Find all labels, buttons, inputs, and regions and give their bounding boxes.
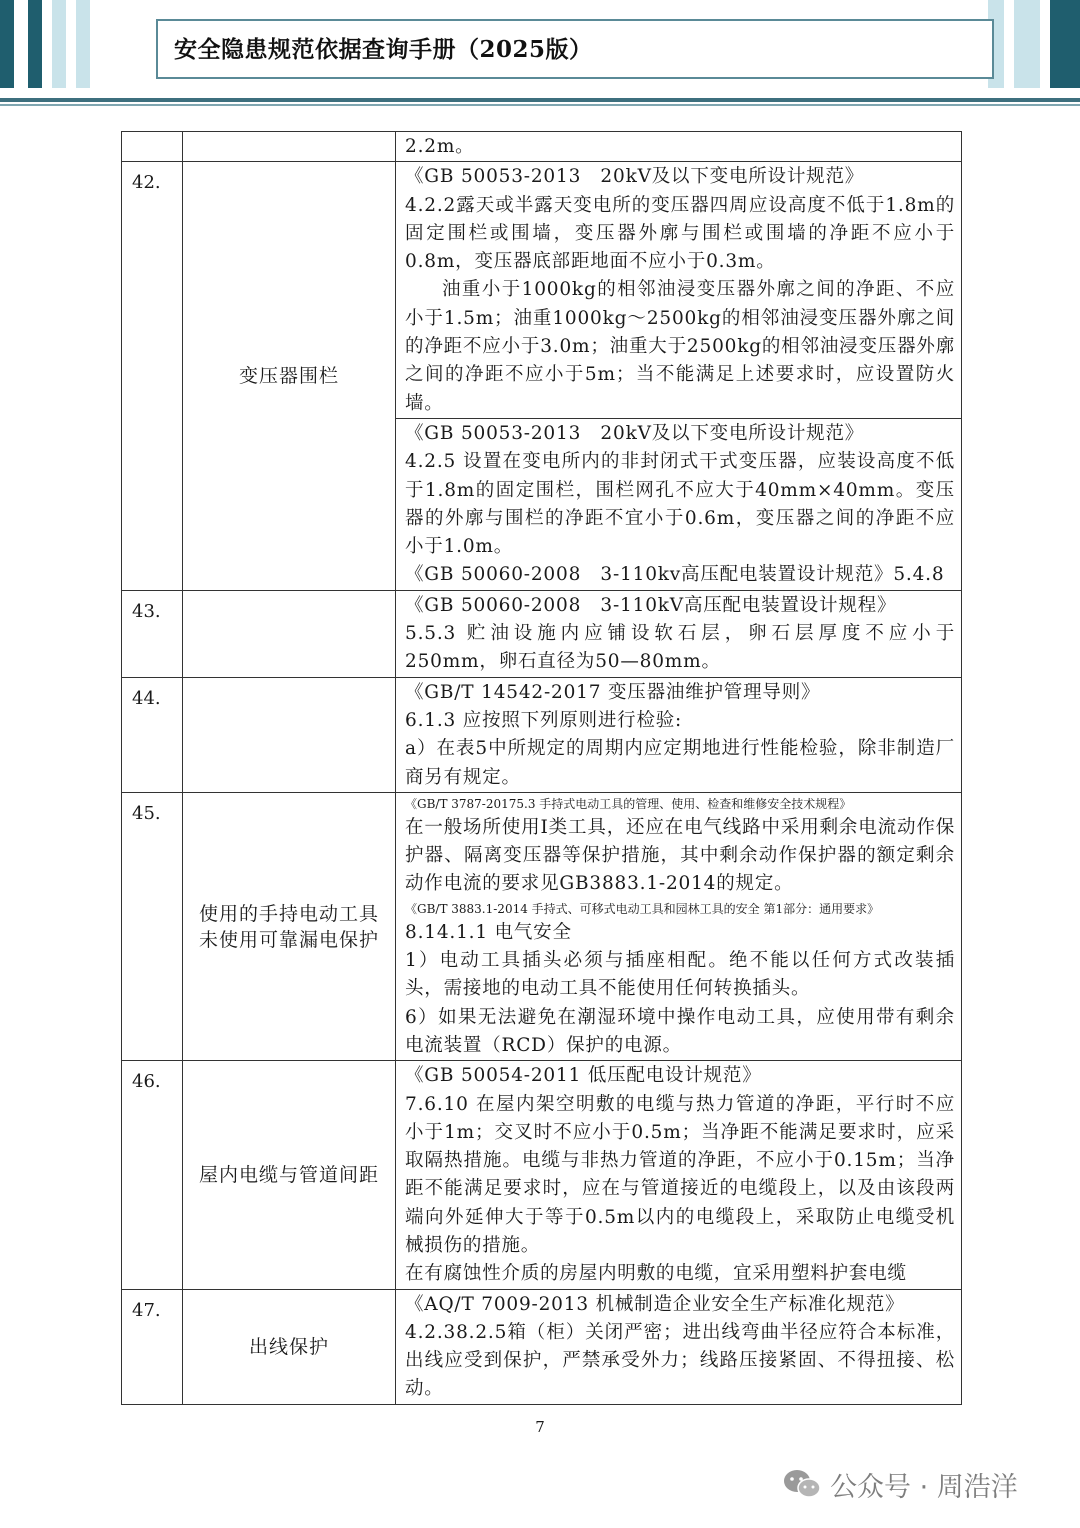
header-rule <box>0 98 1080 102</box>
text-line: 4.2.2露天或半露天变电所的变压器四周应设高度不低于1.8m的固定围栏或围墙，变压器外廓与围栏或围墙的净距不应小于0.8m，变压器底部距地面不应小于0.3m。 <box>405 194 955 273</box>
header-stripe <box>76 0 90 88</box>
header-stripe <box>1014 0 1040 88</box>
watermark-text: 公众号 · 周浩洋 <box>830 1471 1018 1503</box>
table-row <box>122 1289 962 1404</box>
text-line: 在有腐蚀性介质的房屋内明敷的电缆，宜采用塑料护套电缆 <box>405 1263 907 1285</box>
regulation-title: 《GB 50053-2013 20kV及以下变电所设计规范》 <box>405 166 865 188</box>
regulation-title: 《GB/T 3883.1-2014 手持式、可移式电动工具和园林工具的安全 第1部分：通用要求》 <box>405 901 880 916</box>
text-line: 1）电动工具插头必须与插座相配。绝不能以任何方式改装插头，需接地的电动工具不能使用任何转换插头。 <box>405 950 955 1000</box>
table-row <box>122 677 962 792</box>
regulation-text <box>396 1061 962 1289</box>
item-name: 出线保护 <box>183 1289 396 1404</box>
regulation-text <box>396 590 962 677</box>
header-stripe <box>0 0 14 88</box>
header-stripe <box>28 0 42 88</box>
regulation-text <box>396 1289 962 1404</box>
text-line: 5.5.3 贮油设施内应铺设软石层，卵石层厚度不应小于250mm，卵石直径为50—80mm。 <box>405 623 955 673</box>
regulation-text <box>396 677 962 792</box>
text-line: 2.2m。 <box>405 136 475 157</box>
item-name: 变压器围栏 <box>183 162 396 590</box>
row-number: 47. <box>122 1289 183 1404</box>
regulation-title: 《GB 50053-2013 20kV及以下变电所设计规范》 <box>405 422 865 444</box>
row-number: 46. <box>122 1061 183 1289</box>
regulation-text <box>396 418 962 590</box>
table-row <box>122 132 962 162</box>
row-number: 44. <box>122 677 183 792</box>
text-line: 8.14.1.1 电气安全 <box>405 921 572 943</box>
regulation-text <box>396 792 962 1060</box>
header-rule <box>0 104 1080 106</box>
regulation-title: 《GB 50054-2011 低压配电设计规范》 <box>405 1065 762 1087</box>
item-name <box>183 132 396 162</box>
text-line: 4.2.38.2.5箱（柜）关闭严密；进出线弯曲半径应符合本标准，出线应受到保护，严禁承受外力；线路压接紧固、不得扭接、松动。 <box>405 1321 955 1400</box>
row-number: 42. <box>122 162 183 590</box>
regulation-text <box>396 162 962 419</box>
row-number: 45. <box>122 792 183 1060</box>
text-line: 4.2.5 设置在变电所内的非封闭式干式变压器，应装设高度不低于1.8m的固定围栏，围栏网孔不应大于40mm×40mm。变压器的外廓与围栏的净距不宜小于0.6m，变压器之间的净距不应小于1.0m。 <box>405 451 955 558</box>
row-number: 43. <box>122 590 183 677</box>
regulation-text <box>396 132 962 162</box>
regulation-title: 《GB/T 3787-20175.3 手持式电动工具的管理、使用、检查和维修安全技术规程》 <box>405 796 852 811</box>
item-name: 屋内电缆与管道间距 <box>183 1061 396 1289</box>
table-row <box>122 1061 962 1289</box>
item-name <box>183 590 396 677</box>
title-box <box>156 19 994 79</box>
text-line: 油重小于1000kg的相邻油浸变压器外廓之间的净距、不应小于1.5m；油重1000kg～2500kg的相邻油浸变压器外廓之间的净距不应小于3.0m；油重大于2500kg的相邻油浸变压器外廓之间的净距不应小于5m；当不能满足上述要求时，应设置防火墙。 <box>405 279 955 414</box>
page-number: 7 <box>535 1418 545 1436</box>
table-row <box>122 590 962 677</box>
watermark <box>782 1464 1052 1504</box>
table-row <box>122 162 962 419</box>
wechat-icon <box>782 1467 822 1501</box>
text-line: 6）如果无法避免在潮湿环境中操作电动工具，应使用带有剩余电流装置（RCD）保护的电源。 <box>405 1006 955 1056</box>
text-line: 7.6.10 在屋内架空明敷的电缆与热力管道的净距，平行时不应小于1m；交叉时不应小于0.5m；当净距不能满足要求时，应采取隔热措施。电缆与非热力管道的净距，不应小于0.15m；当净距不能满足要求时，应在与管道接近的电缆段上，以及由该段两端向外延伸大于等于0.5m以内的电缆段上，采取防止电缆受机械损伤的措施。 <box>405 1093 955 1256</box>
item-name <box>183 677 396 792</box>
header-stripe <box>52 0 66 88</box>
item-name: 使用的手持电动工具未使用可靠漏电保护 <box>183 792 396 1060</box>
row-number <box>122 132 183 162</box>
table-row <box>122 792 962 1060</box>
text-line: 在一般场所使用Ⅰ类工具，还应在电气线路中采用剩余电流动作保护器、隔离变压器等保护措施，其中剩余动作保护器的额定剩余动作电流的要求见GB3883.1-2014的规定。 <box>405 816 955 895</box>
page-title: 安全隐患规范依据查询手册（2025版） <box>174 36 593 63</box>
regulation-title: 《GB/T 14542-2017 变压器油维护管理导则》 <box>405 681 821 703</box>
page-header <box>0 0 1080 110</box>
regulation-table <box>121 131 962 1405</box>
regulation-title: 《AQ/T 7009-2013 机械制造企业安全生产标准化规范》 <box>405 1293 905 1315</box>
text-line: 6.1.3 应按照下列原则进行检验: <box>405 709 683 731</box>
text-line: a）在表5中所规定的周期内应定期地进行性能检验，除非制造厂商另有规定。 <box>405 738 955 788</box>
header-stripe <box>1050 0 1080 88</box>
regulation-title: 《GB 50060-2008 3-110kV高压配电装置设计规程》 <box>405 594 897 616</box>
regulation-title: 《GB 50060-2008 3-110kv高压配电装置设计规范》5.4.8 <box>405 564 945 586</box>
